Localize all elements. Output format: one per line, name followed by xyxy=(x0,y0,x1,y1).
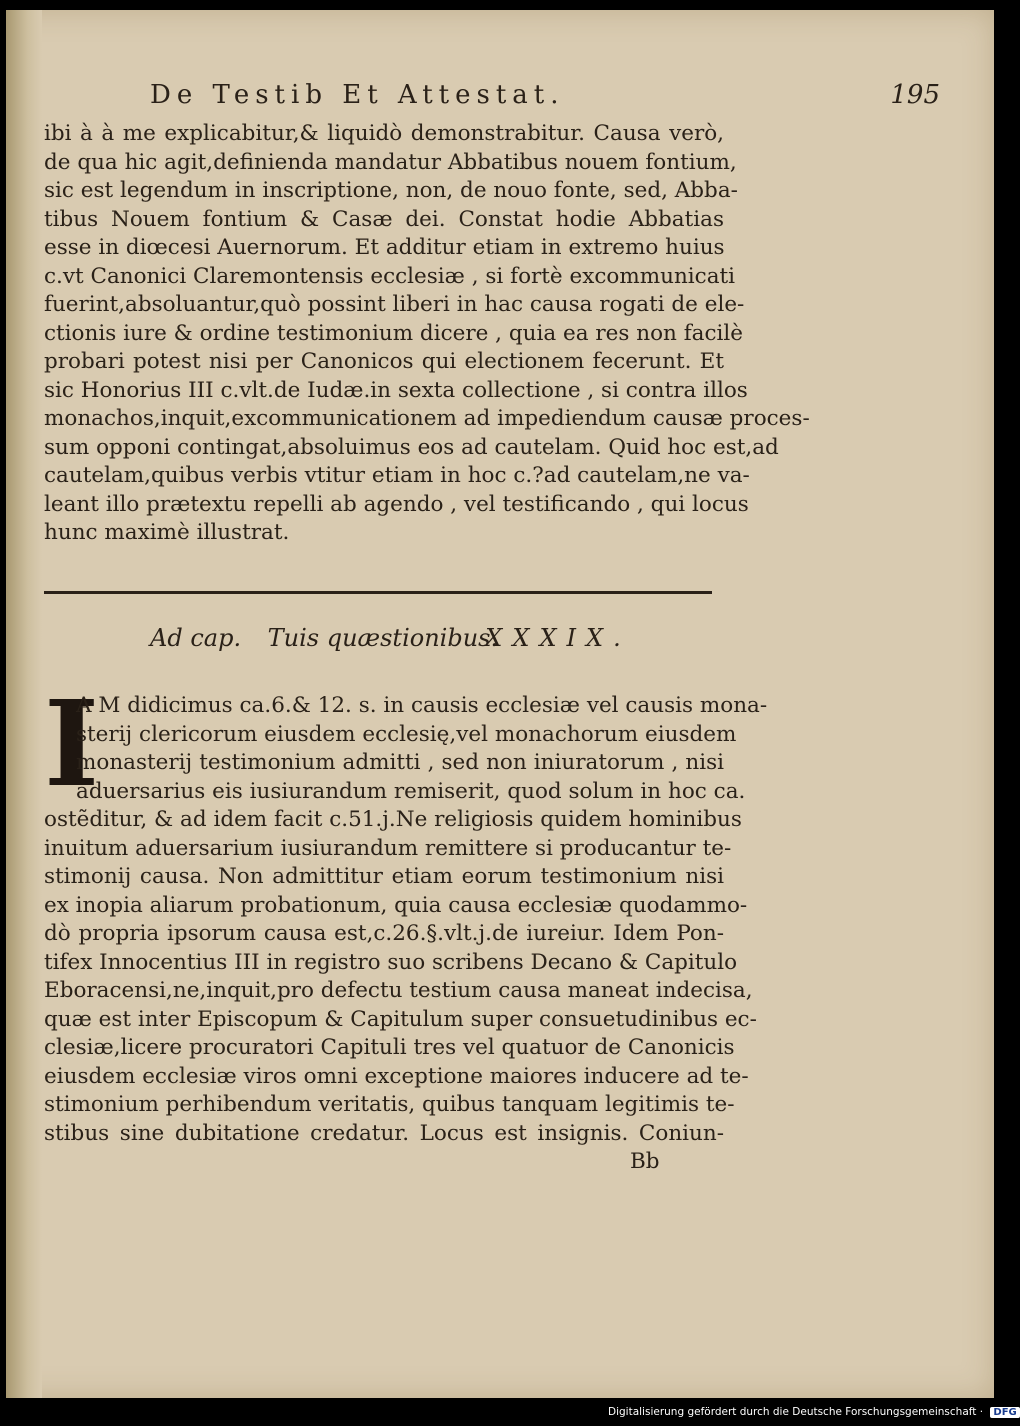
text-line: eiusdem ecclesiæ viros omni exceptione maiores inducere ad te- xyxy=(44,1063,749,1089)
text-line: probari potest nisi per Canonicos qui electionem fecerunt. Et xyxy=(44,349,724,374)
text-line: hunc maximè illustrat. xyxy=(44,520,290,545)
text-line: monachos,inquit,excommunicationem ad impediendum causæ proces- xyxy=(44,406,810,431)
heading-chapter-title: Tuis quæstionibus. xyxy=(267,624,499,652)
heading-chapter-ref: Ad cap. xyxy=(150,624,242,652)
text-line: stimonij causa. Non admittitur etiam eorum testimonium nisi xyxy=(44,864,724,889)
footer-credit-text: Digitalisierung gefördert durch die Deutsche Forschungsgemeinschaft · xyxy=(608,1406,984,1418)
running-title: De Testib Et Attestat. xyxy=(150,80,565,110)
upper-text-block xyxy=(44,120,810,548)
text-line: stibus sine dubitatione credatur. Locus est insignis. Coniun- xyxy=(44,1120,724,1146)
section-heading xyxy=(150,624,630,652)
lower-text-block xyxy=(44,674,768,1177)
text-line: ctionis iure & ordine testimonium dicere , quia ea res non facilè xyxy=(44,320,743,346)
text-line: dò propria ipsorum causa est,c.26.§.vlt.j.de iureiur. Idem Pon- xyxy=(44,921,724,946)
dfg-logo: DFG xyxy=(990,1407,1019,1418)
section-divider-rule xyxy=(44,591,712,594)
folio-number: 195 xyxy=(890,80,940,110)
drop-cap-initial: I xyxy=(44,674,100,813)
text-line: sum opponi contingat,absoluimus eos ad cautelam. Quid hoc est,ad xyxy=(44,434,779,460)
text-line: sic est legendum in inscriptione, non, de nouo fonte, sed, Abba- xyxy=(44,178,738,203)
text-line: monasterij testimonium admitti , sed non iniuratorum , nisi xyxy=(76,750,724,775)
text-line: tibus Nouem fontium & Casæ dei. Constat hodie Abbatias xyxy=(44,206,724,232)
text-line: clesiæ,licere procuratori Capituli tres vel quatuor de Canonicis xyxy=(44,1035,735,1060)
text-line: leant illo prætextu repelli ab agendo , vel testificando , qui locus xyxy=(44,491,749,517)
heading-chapter-number: XXXIX. xyxy=(485,624,631,652)
text-line: aduersarius eis iusiurandum remiserit, quod solum in hoc ca. xyxy=(76,778,746,804)
signature-mark: Bb xyxy=(630,1149,660,1174)
text-line: A M didicimus ca.6.& 12. s. in causis ecclesiæ vel causis mona- xyxy=(76,693,768,718)
text-line: tifex Innocentius III in registro suo scribens Decano & Capitulo xyxy=(44,949,738,975)
text-line: ibi à à me explicabitur,& liquidò demonstrabitur. Causa verò, xyxy=(44,121,724,146)
text-line: de qua hic agit,definienda mandatur Abbatibus nouem fontium, xyxy=(44,149,737,175)
page-spine-shadow xyxy=(6,10,42,1398)
text-line: sterij clericorum eiusdem ecclesię,vel monachorum eiusdem xyxy=(76,721,737,747)
running-head xyxy=(150,80,940,120)
text-line: stimonium perhibendum veritatis, quibus tanquam legitimis te- xyxy=(44,1092,735,1117)
text-line: fuerint,absoluantur,quò possint liberi in hac causa rogati de ele- xyxy=(44,292,745,317)
text-line: Eboracensi,ne,inquit,pro defectu testium causa maneat indecisa, xyxy=(44,978,753,1003)
text-line: inuitum aduersarium iusiurandum remittere si producantur te- xyxy=(44,835,732,861)
text-line: esse in diœcesi Auernorum. Et additur etiam in extremo huius xyxy=(44,235,725,260)
text-line: ex inopia aliarum probationum, quia causa ecclesiæ quodammo- xyxy=(44,892,748,918)
text-line: cautelam,quibus verbis vtitur etiam in hoc c.?ad cautelam,ne va- xyxy=(44,463,750,488)
text-line: quæ est inter Episcopum & Capitulum super consuetudinibus ec- xyxy=(44,1006,757,1032)
text-line: sic Honorius III c.vlt.de Iudæ.in sexta collectione , si contra illos xyxy=(44,377,748,403)
digitization-footer xyxy=(608,1406,1020,1418)
text-line: c.vt Canonici Claremontensis ecclesiæ , si fortè excommunicati xyxy=(44,263,736,289)
text-line: ostẽditur, & ad idem facit c.51.j.Ne religiosis quidem hominibus xyxy=(44,807,742,832)
